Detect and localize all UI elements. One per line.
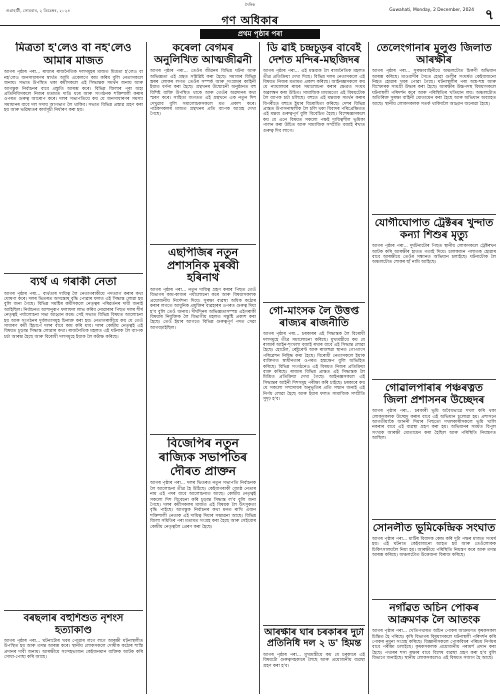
logo-super: দৈনিক	[244, 2, 256, 7]
article-divider	[372, 599, 496, 600]
masthead-date-assamese: গুৱাহাটী, সোমবাৰ, ২ ডিচেম্বৰ, ২০২৪	[6, 8, 71, 13]
article-11	[372, 217, 496, 377]
article-body: আগৰ পৃষ্ঠাৰ পৰা... চৰকাৰী ভূমি অবৈধভাৱে দখল কৰি থকা লোকসকলক উচ্ছেদ কৰাৰ বাবে এই অভিযান চলোৱা হয়। প্ৰশাসনে আগতীয়াকৈ জাননী দিয়াৰ পিছতো দখলকাৰীসকলে ভূমি খালি নকৰাৰ বাবে এই ব্যৱস্থা গ্ৰহণ কৰা হয়। অভিযানৰ সময়ত বিপুল সংখ্যক আৰক্ষী মোতায়েন কৰা হৈছিল আৰু পৰিস্থিতি নিয়ন্ত্ৰণত আছিল।	[372, 409, 496, 442]
page-number: ৭	[484, 7, 494, 23]
article-7	[263, 42, 365, 300]
article-headline: এছপিজিৰ নতুন প্ৰশাসনিক মুৰব্বী হৰিনাথ	[166, 247, 240, 285]
article-body: আগৰ পৃষ্ঠাৰ পৰা... ব্যৰ্থতাৰ দায়িত্ব লৈ নেতাগৰাকীয়ে পদত্যাগ কৰাৰ কথা ঘোষণা কৰে। দলৰ ভিতৰত অসন্তোষ বৃদ্ধি পোৱাৰ ফলত এই সিদ্ধান্ত লোৱা হয় বুলি জনা গৈছে। বিভিন্ন সমষ্টিৰ কৰ্মীসকলে নেতৃত্বৰ পৰিৱৰ্তনৰ দাবী জনাই আহিছিল। নিৰ্বাচনত আশানুৰূপ ফলাফল লাভ কৰিব নোৱাৰাৰ পিছত দলৰ শীৰ্ষ নেতৃত্বই পৰ্যালোচনা সভা আহ্বান কৰে। সেই সভাত বিভিন্ন বিষয়ত আলোচনা হয় আৰু সংগঠনৰ দুৰ্বলতাসমূহ চিনাক্ত কৰা হয়। নেতাগৰাকীয়ে কয় যে তেওঁ সাধাৰণ কৰ্মী হিচাপে দলৰ বাবে কাম কৰি যাব। দলৰ কেন্দ্ৰীয় নেতৃত্বই এই বিষয়ত চূড়ান্ত সিদ্ধান্ত লোৱাৰ কথা। ৰাজনৈতিক মহলত এই ঘটনাক লৈ ব্যাপক চৰ্চা আৰম্ভ হৈছে আৰু বিৰোধী দলসমূহে ইয়াক লৈ কটাক্ষ কৰিছে।	[4, 291, 143, 340]
article-headline: মিত্ৰতা হ'লেও বা নহ'লেও আমাৰ মাজত	[15, 42, 132, 67]
article-body: আগৰ পৃষ্ঠাৰ পৰা... মুখ্যমন্ত্ৰীয়ে কয় যে চৰকাৰে এই বিষয়টো গুৰুত্বসহকাৰে লৈছে আৰু প্ৰয়োজনীয় ব্যৱস্থা গ্ৰহণ কৰা হ'ব।	[263, 652, 365, 669]
article-headline: তেলেংগানাৰ মুলুগু জিলাত আৰক্ষীৰ	[376, 42, 492, 67]
article-1	[4, 42, 143, 272]
article-body: আগৰ পৃষ্ঠাৰ পৰা... নতুন দায়িত্ব গ্ৰহণ কৰাৰ পিছত তেওঁ বিভাগৰ কাম-কাজৰ পৰ্যালোচনা কৰে আৰু বিষয়াসকলক প্ৰয়োজনীয় নিৰ্দেশনা দিয়ে। সুৰক্ষা ব্যৱস্থা অধিক কঠোৰ কৰাৰ লগতে আধুনিক প্ৰযুক্তিৰ ব্যৱহাৰৰ ওপৰত গুৰুত্ব দিয়া হ'ব বুলি তেওঁ জনায়। দীৰ্ঘদিনৰ অভিজ্ঞতাসম্পন্ন এইগৰাকী বিষয়াৰ নিযুক্তিক লৈ বিভাগীয় মহলত সন্তুষ্টি প্ৰকাশ কৰা হৈছে। তেওঁ ইয়াৰ আগতে বিভিন্ন গুৰুত্বপূৰ্ণ পদত সেৱা আগবঢ়াইছিল।	[150, 287, 256, 331]
article-headline: আৰক্ষীৰ ঘাৰ চৰকাৰৰ দুটা প্ৰতিনিধি দল ২ ড' হিমন্ত	[264, 628, 364, 649]
article-headline: ডি ৱাই চন্দ্ৰচূড়ৰ বাবেই দেশত মন্দিৰ-মছজিদৰ	[267, 42, 361, 67]
article-3	[4, 613, 143, 694]
article-headline: যোগীঘোপাত ট্ৰেক্টৰৰ খুন্দাত কন্যা শিশুৰ মৃত্যু	[374, 217, 494, 242]
article-divider	[372, 519, 496, 520]
article-divider	[4, 610, 143, 611]
logo-name: গণ অধিকাৰ	[221, 14, 279, 27]
section-banner: প্ৰথম পৃষ্ঠাৰ পৰা	[200, 29, 320, 39]
article-divider	[372, 214, 496, 215]
article-12	[372, 382, 496, 517]
article-divider	[4, 273, 143, 274]
article-body: আগৰ পৃষ্ঠাৰ পৰা... ঘটনাটোৰ খবৰ পোৱাৰ লগে লগে আৰক্ষী ঘটনাস্থলীত উপস্থিত হয় আৰু তদন্ত আৰম্ভ কৰে। স্থানীয় লোকসকলে দোষীক কঠোৰ শাস্তি প্ৰদানৰ দাবী জনায়। আৰক্ষীয়ে সন্দেহভাজন কেইজনমান ব্যক্তিক আটক কৰি সোধা-পোছা কৰি আছে।	[4, 639, 143, 661]
article-divider	[263, 625, 365, 626]
article-divider	[372, 379, 496, 380]
article-body: আগৰ পৃষ্ঠাৰ পৰা... ৰাজ্যৰ ৰাজনৈতিক দলসমূহৰ মাজত মিত্ৰতা হ'লেও বা নহ'লেও জনসাধাৰণৰ স্বাৰ্থত আমি একেলগে কাম কৰিম বুলি নেতাসকলে জনায়। সভাত উপস্থিত থকা কৰ্মীসকলে এই সিদ্ধান্তক সমৰ্থন জনায় আৰু আগন্তুক নিৰ্বাচনৰ বাবে প্ৰস্তুতি আৰম্ভ কৰে। বিভিন্ন জিলাৰ পৰা অহা প্ৰতিনিধিসকলে নিজৰ মতামত দাঙি ধৰে আৰু সংগঠনক শক্তিশালী কৰাৰ ওপৰত গুৰুত্ব আৰোপ কৰে। দলৰ সভাপতিয়ে কয় যে জনসাধাৰণৰ সমস্যা সমাধানৰ বাবে দল সদায় আগভাগ লৈ থাকিব। সভাত বিভিন্ন প্ৰস্তাৱ গ্ৰহণ কৰা হয় আৰু ভৱিষ্যতৰ কাৰ্যসূচী নিৰ্ধাৰণ কৰা হয়।	[4, 70, 143, 114]
masthead	[0, 0, 500, 26]
article-body: আগৰ পৃষ্ঠাৰ পৰা... এই মন্তব্যক লৈ ৰাজনৈতিক মহলত তীব্ৰ প্ৰতিক্ৰিয়া দেখা দিছে। বিভিন্ন দলৰ নেতাসকলে এই বিষয়ত নিজৰ মতামত প্ৰকাশ কৰিছে। আইনজ্ঞসকলে কয় যে ন্যায়ালয়ৰ ৰায়ৰ সমালোচনা কৰাৰ ক্ষেত্ৰত সংযম অৱলম্বন কৰা উচিত। সামাজিক মাধ্যমতো এই বিষয়টোক লৈ ব্যাপক চৰ্চা চলিছে। বহুতে এই মন্তব্যক সমৰ্থন কৰাৰ বিপৰীতে বহুতে ইয়াৰ বিৰোধিতা কৰিছে। দেশৰ বিভিন্ন প্ৰান্তত উপাসনাস্থলীক লৈ চলি থকা বিবাদৰ পৰিপ্ৰেক্ষিতত এই মন্তব্য গুৰুত্বপূৰ্ণ বুলি বিবেচিত হৈছে। বিশেষজ্ঞসকলে কয় যে এনে বিষয়ত সকলো পক্ষই দায়িত্বশীল ভূমিকা পালন কৰা উচিত আৰু সামাজিক সম্প্ৰীতি বজাই ৰখাত গুৰুত্ব দিব লাগে।	[263, 69, 365, 134]
article-headline: বৰছলাৰ বহুশিশুত নৃশংস হত্যাকাণ্ড	[23, 613, 124, 636]
newspaper-logo	[200, 2, 300, 31]
column-divider	[146, 42, 147, 694]
article-2	[4, 276, 143, 608]
article-body: আগৰ পৃষ্ঠাৰ পৰা... দলৰ ভিতৰত নতুন সভাপতি নিৰ্বাচনক লৈ আলোচনা তীব্ৰ হৈ উঠিছে। কেইবাগৰাকী জ্যেষ্ঠ নেতাৰ নাম এই পদৰ বাবে আলোচনাত আছে। কেন্দ্ৰীয় নেতৃত্বই সকলো দিশ বিবেচনা কৰি চূড়ান্ত সিদ্ধান্ত ল'ব বুলি জনা গৈছে। দলৰ কৰ্মীসকলৰ মাজত এই বিষয়ক লৈ উৎসুকতা বৃদ্ধি পাইছে। আগন্তুক নিৰ্বাচনৰ কথা মনত ৰাখি এজন শক্তিশালী নেতাক এই দায়িত্ব দিয়াৰ সম্ভাৱনা আছে। বিভিন্ন জিলা সমিতিৰ পৰা মতামত সংগ্ৰহ কৰা হৈছে আৰু সেইবোৰ কেন্দ্ৰীয় নেতৃত্বলৈ প্ৰেৰণ কৰা হৈছে।	[150, 481, 256, 530]
article-headline: বিজেপিৰ নতুন ৰাজ্যিক সভাপতিৰ দৌৰত প্ৰাক্তন	[158, 437, 248, 478]
article-divider	[150, 434, 256, 435]
article-headline: কৰেলা বেগমৰ অনুলিখিত আত্মজীৱনী	[154, 42, 252, 67]
article-body: আগৰ পৃষ্ঠাৰ পৰা... দুৰ্ঘটনাটোৰ পিছত স্থানীয় লোকসকলে ট্ৰেক্টৰখন আটক কৰি আৰক্ষীৰ হাতত গতাই দিয়ে। চালকজন পলাতক হোৱাৰ বাবে আৰক্ষীয়ে তেওঁৰ সন্ধানত অভিযান চলাইছে। ঘটনাটোক লৈ অঞ্চলটোত শোকৰ ছাঁ নামি আহিছে।	[372, 244, 496, 266]
article-body: আগৰ পৃষ্ঠাৰ পৰা... তেওঁৰ জীৱনৰ বিভিন্ন ঘটনা আৰু অভিজ্ঞতা এই গ্ৰন্থত সন্নিৱিষ্ট কৰা হৈছে। সমাজৰ বিভিন্ন স্তৰৰ লোকৰ লগত তেওঁৰ সম্পৰ্ক আৰু সংগ্ৰামৰ কাহিনী ইয়াত বৰ্ণনা কৰা হৈছে। গ্ৰন্থখনৰ উন্মোচনী অনুষ্ঠানত বহু বিশিষ্ট ব্যক্তি উপস্থিত থাকে আৰু তেওঁৰ অৱদানৰ কথা স্মৰণ কৰে। সাহিত্য জগতত এই গ্ৰন্থখনে এক নতুন দিশ দেখুৱাব বুলি সমালোচকসকলে মত প্ৰকাশ কৰে। পাঠকসকলৰ মাজত গ্ৰন্থখনৰ প্ৰতি ব্যাপক আগ্ৰহ দেখা গৈছে।	[150, 69, 256, 118]
article-10	[372, 42, 496, 212]
article-8	[263, 305, 365, 623]
article-9	[263, 628, 365, 694]
article-headline: সোনলীত ভূমিকেন্দ্ৰিক সংঘাত	[372, 522, 496, 534]
article-headline: গো-মাংসক লৈ উত্তপ্ত ৰাজ্যৰ ৰাজনীতি	[269, 305, 359, 330]
masthead-date-english: Guwahati, Monday, 2 December, 2024	[389, 8, 474, 13]
article-13	[372, 522, 496, 597]
article-headline: ব্যৰ্থ এ গৰাকী নেতা	[30, 276, 117, 288]
article-body: আগৰ পৃষ্ঠাৰ পৰা... মাটিৰ বিবাদক কেন্দ্ৰ কৰি দুটা পক্ষৰ মাজত সংঘৰ্ষ হয়। এই ঘটনাত কেইবাজনো আহত হয় আৰু তেওঁলোকক চিকিৎসালয়লৈ নিয়া হয়। আৰক্ষীয়ে পৰিস্থিতি নিয়ন্ত্ৰণ কৰে আৰু তদন্ত আৰম্ভ কৰিছে। অঞ্চলটোত উত্তেজনা বিৰাজ কৰিছে।	[372, 537, 496, 559]
column-divider	[259, 42, 260, 694]
article-4	[150, 42, 256, 242]
article-5	[150, 247, 256, 432]
article-body: আগৰ পৃষ্ঠাৰ পৰা... সুৰক্ষাবাহিনীয়ে অঞ্চলটোত চিৰুণী অভিযান আৰম্ভ কৰিছে। মাওবাদীৰ সৈতে হোৱা গুলীৰ সংঘৰ্ষত কেইবাজনো নিহত হোৱাৰ খবৰ পোৱা গৈছে। ঘটনাস্থলীৰ পৰা অস্ত্ৰ-শস্ত্ৰ আৰু বিস্ফোৰক সামগ্ৰী উদ্ধাৰ কৰা হৈছে। আৰক্ষীৰ উচ্চপদস্থ বিষয়াসকলে ঘটনাস্থলী পৰিদৰ্শন কৰে আৰু পৰিস্থিতিৰ খতিয়ান লয়। অঞ্চলটোত অতিৰিক্ত সুৰক্ষা বাহিনী মোতায়েন কৰা হৈছে আৰু অভিযান অব্যাহত আছে। স্থানীয় লোকসকলক সতৰ্ক থাকিবলৈ আহ্বান জনোৱা হৈছে।	[372, 69, 496, 107]
article-14	[372, 602, 496, 694]
article-body: আগৰ পৃষ্ঠাৰ পৰা... চৰকাৰৰ এই সিদ্ধান্তক লৈ বিৰোধী দলসমূহে তীব্ৰ সমালোচনা কৰিছে। মুখ্যমন্ত্ৰীয়ে কয় যে ৰাজ্যৰ আইন-শৃংখলা বজাই ৰখাৰ বাবে এই সিদ্ধান্ত লোৱা হৈছে। হোটেল, ৰেষ্টুৰেণ্ট আৰু ৰাজহুৱা স্থানত গো-মাংস পৰিৱেশন নিষিদ্ধ কৰা হৈছে। বিৰোধী নেতাসকলে ইয়াক ব্যক্তিগত স্বাধীনতাৰ ওপৰত হস্তক্ষেপ বুলি অভিহিত কৰিছে। বিভিন্ন সংগঠনেও এই বিষয়ত নিজৰ প্ৰতিক্ৰিয়া ব্যক্ত কৰিছে। ৰাজ্যৰ বিভিন্ন প্ৰান্তত এই সিদ্ধান্তক লৈ মিশ্ৰিত প্ৰতিক্ৰিয়া দেখা গৈছে। আইনজ্ঞসকলে এই সিদ্ধান্তৰ আইনী দিশসমূহ পৰীক্ষা কৰি চাইছে। চৰকাৰে কয় যে সকলো সম্প্ৰদায়ৰ অনুভূতিৰ প্ৰতি সন্মান জনাই এই নিৰ্ণয় লোৱা হৈছে আৰু ইয়াৰ ফলত সামাজিক সম্প্ৰীতি সুদৃঢ় হ'ব।	[263, 332, 365, 402]
column-divider	[368, 42, 369, 694]
article-headline: গোৱালপাৰাৰ পঞ্চৰত্নত জিলা প্ৰশাসনৰ উচ্ছেদৰ	[383, 382, 485, 407]
article-divider	[263, 302, 365, 303]
article-body: আগৰ পৃষ্ঠাৰ পৰা... খেতিপথাৰত অচিন পোকৰ আক্ৰমণত কৃষকসকল চিন্তিত হৈ পৰিছে। কৃষি বিভাগৰ বিষয়াসকলে ঘটনাস্থলী পৰিদৰ্শন কৰি পোকৰ নমুনা সংগ্ৰহ কৰিছে। বিজ্ঞানীসকলে পোকবিধৰ পৰিচয় নিৰ্ণয়ৰ বাবে পৰীক্ষা চলাইছে। কৃষকসকলক প্ৰয়োজনীয় পৰামৰ্শ প্ৰদান কৰা হৈছে। পথাৰৰ শস্য ৰক্ষাৰ বাবে বিশেষ ব্যৱস্থা গ্ৰহণ কৰা হ'ব বুলি বিভাগে জনাইছে। স্থানীয় লোকসকলেও এই বিষয়ত সজাগ হৈ আছে।	[372, 629, 496, 662]
article-6	[150, 437, 256, 694]
article-divider	[150, 244, 256, 245]
article-headline: নগাঁৱত অচিন পোকৰ আক্ৰমণক লৈ আতংক	[388, 602, 480, 627]
